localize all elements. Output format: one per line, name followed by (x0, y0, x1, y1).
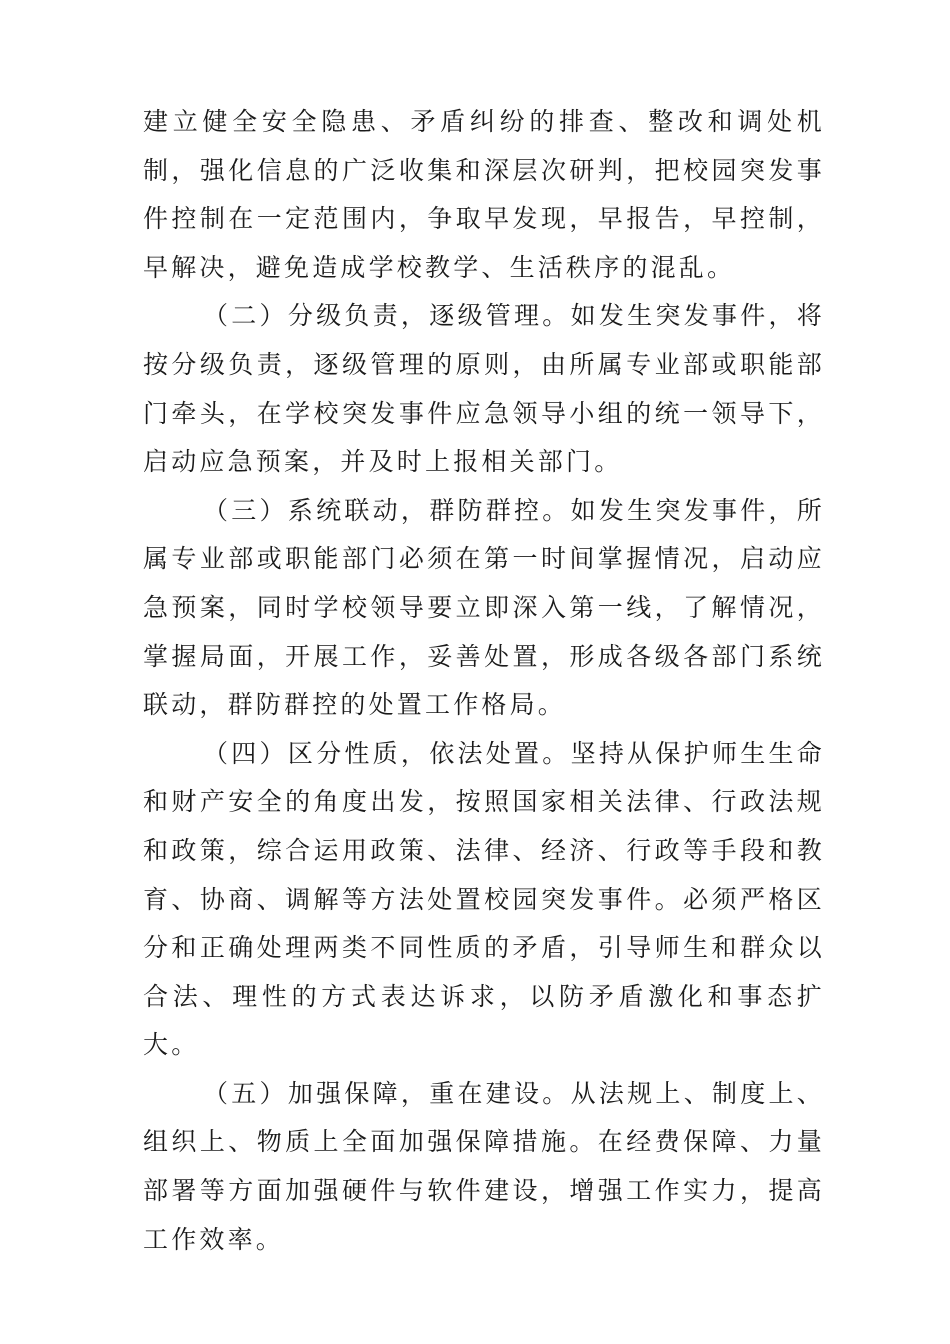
paragraph-section-3: （三）系统联动，群防群控。如发生突发事件，所属专业部或职能部门必须在第一时间掌握情况，启动应急预案，同时学校领导要立即深入第一线，了解情况，掌握局面，开展工作，妥善处置，形成各级各部门系统联动，群防群控的处置工作格局。 (143, 495, 825, 720)
document-body (143, 98, 825, 1264)
paragraph-continuation: 建立健全安全隐患、矛盾纠纷的排查、整改和调处机制，强化信息的广泛收集和深层次研判，把校园突发事件控制在一定范围内，争取早发现，早报告，早控制，早解决，避免造成学校教学、生活秩序的混乱。 (143, 107, 825, 282)
paragraph-section-2: （二）分级负责，逐级管理。如发生突发事件，将按分级负责，逐级管理的原则，由所属专业部或职能部门牵头，在学校突发事件应急领导小组的统一领导下，启动应急预案，并及时上报相关部门。 (143, 301, 825, 477)
paragraph-section-5: （五）加强保障，重在建设。从法规上、制度上、组织上、物质上全面加强保障措施。在经费保障、力量部署等方面加强硬件与软件建设，增强工作实力，提高工作效率。 (143, 1078, 825, 1254)
paragraph-section-4: （四）区分性质，依法处置。坚持从保护师生生命和财产安全的角度出发，按照国家相关法律、行政法规和政策，综合运用政策、法律、经济、行政等手段和教育、协商、调解等方法处置校园突发事件。必须严格区分和正确处理两类不同性质的矛盾，引导师生和群众以合法、理性的方式表达诉求，以防矛盾激化和事态扩大。 (143, 738, 825, 1060)
